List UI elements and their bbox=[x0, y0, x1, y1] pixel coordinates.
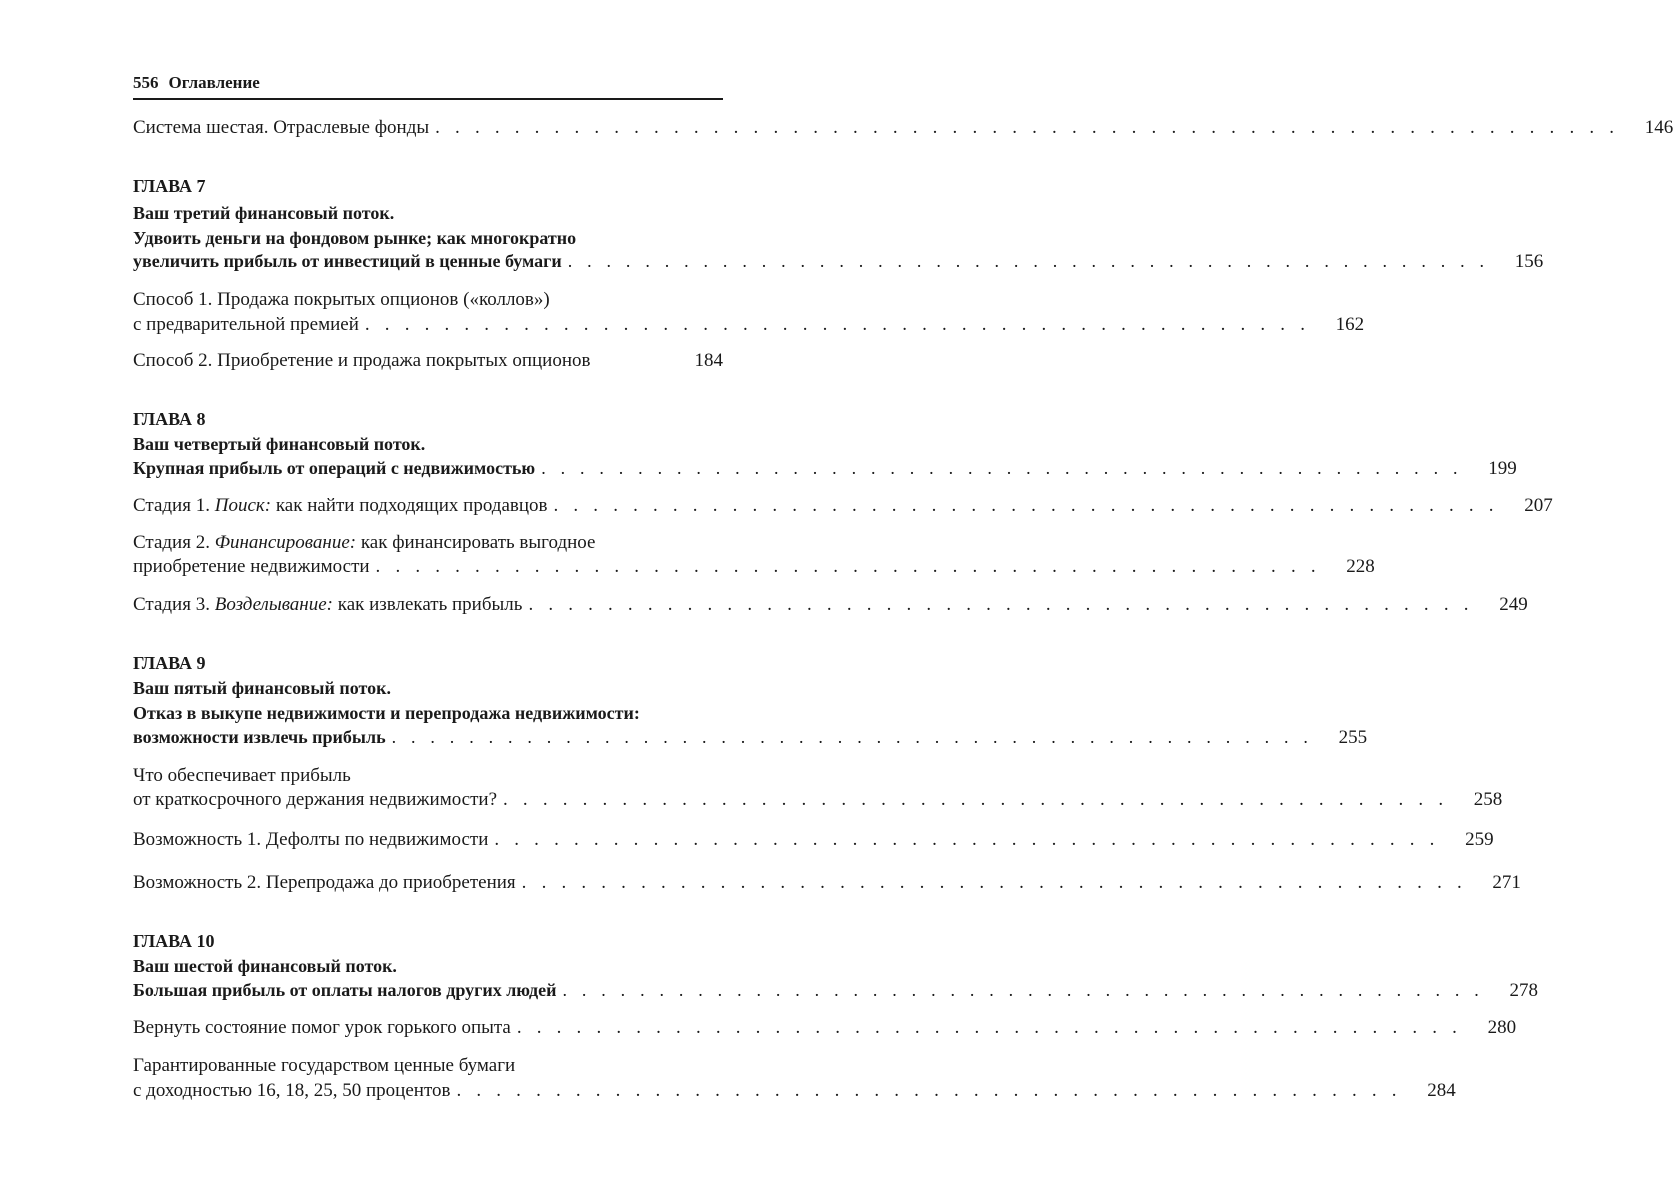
page-number: 271 bbox=[1492, 872, 1521, 893]
entry-title: Стадия 3. Возделывание: как извлекать прибыль bbox=[133, 594, 523, 615]
entry-title: Стадия 1. Поиск: как найти подходящих продавцов bbox=[133, 495, 548, 516]
chapter-title[interactable]: Ваш четвертый финансовый поток. bbox=[133, 434, 426, 454]
entry-title: увеличить прибыль от инвестиций в ценные бумаги bbox=[133, 251, 562, 271]
chapter-title[interactable]: Ваш пятый финансовый поток. bbox=[133, 678, 391, 698]
entry-line[interactable]: Что обеспечивает прибыль bbox=[133, 765, 351, 786]
toc-entry[interactable] bbox=[133, 555, 1375, 579]
chapter-subtitle-entry[interactable] bbox=[133, 978, 1538, 1002]
toc-entry[interactable] bbox=[133, 349, 723, 373]
entry-line[interactable]: Стадия 2. Финансирование: как финансировать выгодное bbox=[133, 532, 596, 553]
page-number: 162 bbox=[1335, 314, 1365, 335]
entry-line[interactable]: Гарантированные государством ценные бумаги bbox=[133, 1055, 516, 1076]
leader-dots: . . . . . . . . . . . . . . . . . . . . . . . . . . . . . . . . . . . . . . . . . . . . . . . . . . . . . . . . . . . . bbox=[435, 117, 1620, 138]
leader-dots: . . . . . . . . . . . . . . . . . . . . . . . . . . . . . . . . . . . . . . . . . . . . . . . . bbox=[516, 1017, 1463, 1038]
page-number: 284 bbox=[1427, 1080, 1456, 1101]
leader-dots: . . . . . . . . . . . . . . . . . . . . . . . . . . . . . . . . . . . . . . . . . . . . . . . . bbox=[456, 1080, 1402, 1101]
chapter-subtitle-entry[interactable] bbox=[133, 456, 1517, 480]
chapter-label: ГЛАВА 7 bbox=[133, 176, 206, 196]
entry-title: Большая прибыль от оплаты налогов других людей bbox=[133, 980, 557, 1000]
entry-title: Крупная прибыль от операций с недвижимостью bbox=[133, 458, 536, 478]
toc-entry[interactable] bbox=[133, 788, 1503, 812]
page-number: 146 bbox=[1644, 117, 1673, 138]
page-number: 280 bbox=[1487, 1017, 1517, 1038]
entry-title: Способ 2. Приобретение и продажа покрытых опционов bbox=[133, 350, 591, 371]
page-number: 249 bbox=[1499, 594, 1528, 615]
header-title: Оглавление bbox=[168, 73, 260, 92]
entry-title: Возможность 1. Дефолты по недвижимости bbox=[133, 829, 489, 850]
page-number: 278 bbox=[1509, 980, 1538, 1001]
page-number: 255 bbox=[1338, 727, 1368, 748]
chapter-label: ГЛАВА 10 bbox=[133, 931, 215, 951]
leader-dots: . . . . . . . . . . . . . . . . . . . . . . . . . . . . . . . . . . . . . . . . . . . . . . . . bbox=[375, 556, 1321, 577]
chapter-title[interactable]: Ваш третий финансовый поток. bbox=[133, 203, 395, 223]
leader-dots: . . . . . . . . . . . . . . . . . . . . . . . . . . . . . . . . . . . . . . . . . . . . . . . . bbox=[553, 495, 1499, 516]
leader-dots: . . . . . . . . . . . . . . . . . . . . . . . . . . . . . . . . . . . . . . . . . . . . . . . . bbox=[494, 829, 1440, 850]
toc-entry[interactable] bbox=[133, 871, 1521, 895]
entry-title: Возможность 2. Перепродажа до приобретения bbox=[133, 872, 516, 893]
chapter-label: ГЛАВА 8 bbox=[133, 409, 206, 429]
page-number: 207 bbox=[1524, 495, 1553, 516]
entry-title: приобретение недвижимости bbox=[133, 556, 370, 577]
toc-entry[interactable] bbox=[133, 313, 1365, 337]
chapter-title[interactable]: Ваш шестой финансовый поток. bbox=[133, 956, 397, 976]
chapter-label: ГЛАВА 9 bbox=[133, 653, 206, 673]
chapter-subtitle[interactable]: Отказ в выкупе недвижимости и перепродажа недвижимости: bbox=[133, 703, 640, 723]
toc-entry[interactable] bbox=[133, 494, 1553, 518]
entry-line[interactable]: Способ 1. Продажа покрытых опционов («коллов») bbox=[133, 289, 550, 310]
page-number: 199 bbox=[1488, 458, 1517, 479]
chapter-subtitle[interactable]: Удвоить деньги на фондовом рынке; как многократно bbox=[133, 228, 577, 248]
toc-entry[interactable] bbox=[133, 828, 1494, 852]
leader-dots: . . . . . . . . . . . . . . . . . . . . . . . . . . . . . . . . . . . . . . . . . . . . . . . . bbox=[562, 980, 1484, 1000]
leader-dots: . . . . . . . . . . . . . . . . . . . . . . . . . . . . . . . . . . . . . . . . . . . . . . . . bbox=[541, 458, 1463, 478]
page-number: 258 bbox=[1473, 789, 1503, 810]
page-number: 228 bbox=[1346, 556, 1375, 577]
chapter-subtitle-entry[interactable] bbox=[133, 249, 1544, 273]
leader-dots: . . . . . . . . . . . . . . . . . . . . . . . . . . . . . . . . . . . . . . . . . . . . . . . . bbox=[503, 789, 1449, 810]
toc-entry[interactable] bbox=[133, 116, 1673, 140]
toc-entry[interactable] bbox=[133, 1079, 1456, 1103]
header-rule bbox=[133, 98, 723, 100]
leader-dots: . . . . . . . . . . . . . . . . . . . . . . . . . . . . . . . . . . . . . . . . . . . . . . . . bbox=[391, 727, 1314, 747]
header-page-number: 556 bbox=[133, 73, 159, 92]
entry-title: с доходностью 16, 18, 25, 50 процентов bbox=[133, 1080, 451, 1101]
entry-title: с предварительной премией bbox=[133, 314, 359, 335]
page-number: 156 bbox=[1514, 251, 1544, 272]
page-number: 259 bbox=[1465, 829, 1494, 850]
leader-dots: . . . . . . . . . . . . . . . . . . . . . . . . . . . . . . . . . . . . . . . . . . . . . . . . bbox=[364, 314, 1311, 335]
entry-title: Вернуть состояние помог урок горького опыта bbox=[133, 1017, 511, 1038]
entry-title: от краткосрочного держания недвижимости? bbox=[133, 789, 498, 810]
leader-dots: . . . . . . . . . . . . . . . . . . . . . . . . . . . . . . . . . . . . . . . . . . . . . . . . bbox=[521, 872, 1467, 893]
chapter-subtitle-entry[interactable] bbox=[133, 725, 1368, 749]
toc-entry[interactable] bbox=[133, 593, 1528, 617]
running-header bbox=[133, 72, 723, 94]
toc-entry[interactable] bbox=[133, 1016, 1517, 1040]
leader-dots: . . . . . . . . . . . . . . . . . . . . . . . . . . . . . . . . . . . . . . . . . . . . . . . . bbox=[528, 594, 1474, 615]
page-number: 184 bbox=[694, 350, 723, 371]
leader-dots: . . . . . . . . . . . . . . . . . . . . . . . . . . . . . . . . . . . . . . . . . . . . . . . . bbox=[567, 251, 1490, 271]
entry-title: Система шестая. Отраслевые фонды bbox=[133, 117, 430, 138]
entry-title: возможности извлечь прибыль bbox=[133, 727, 386, 747]
